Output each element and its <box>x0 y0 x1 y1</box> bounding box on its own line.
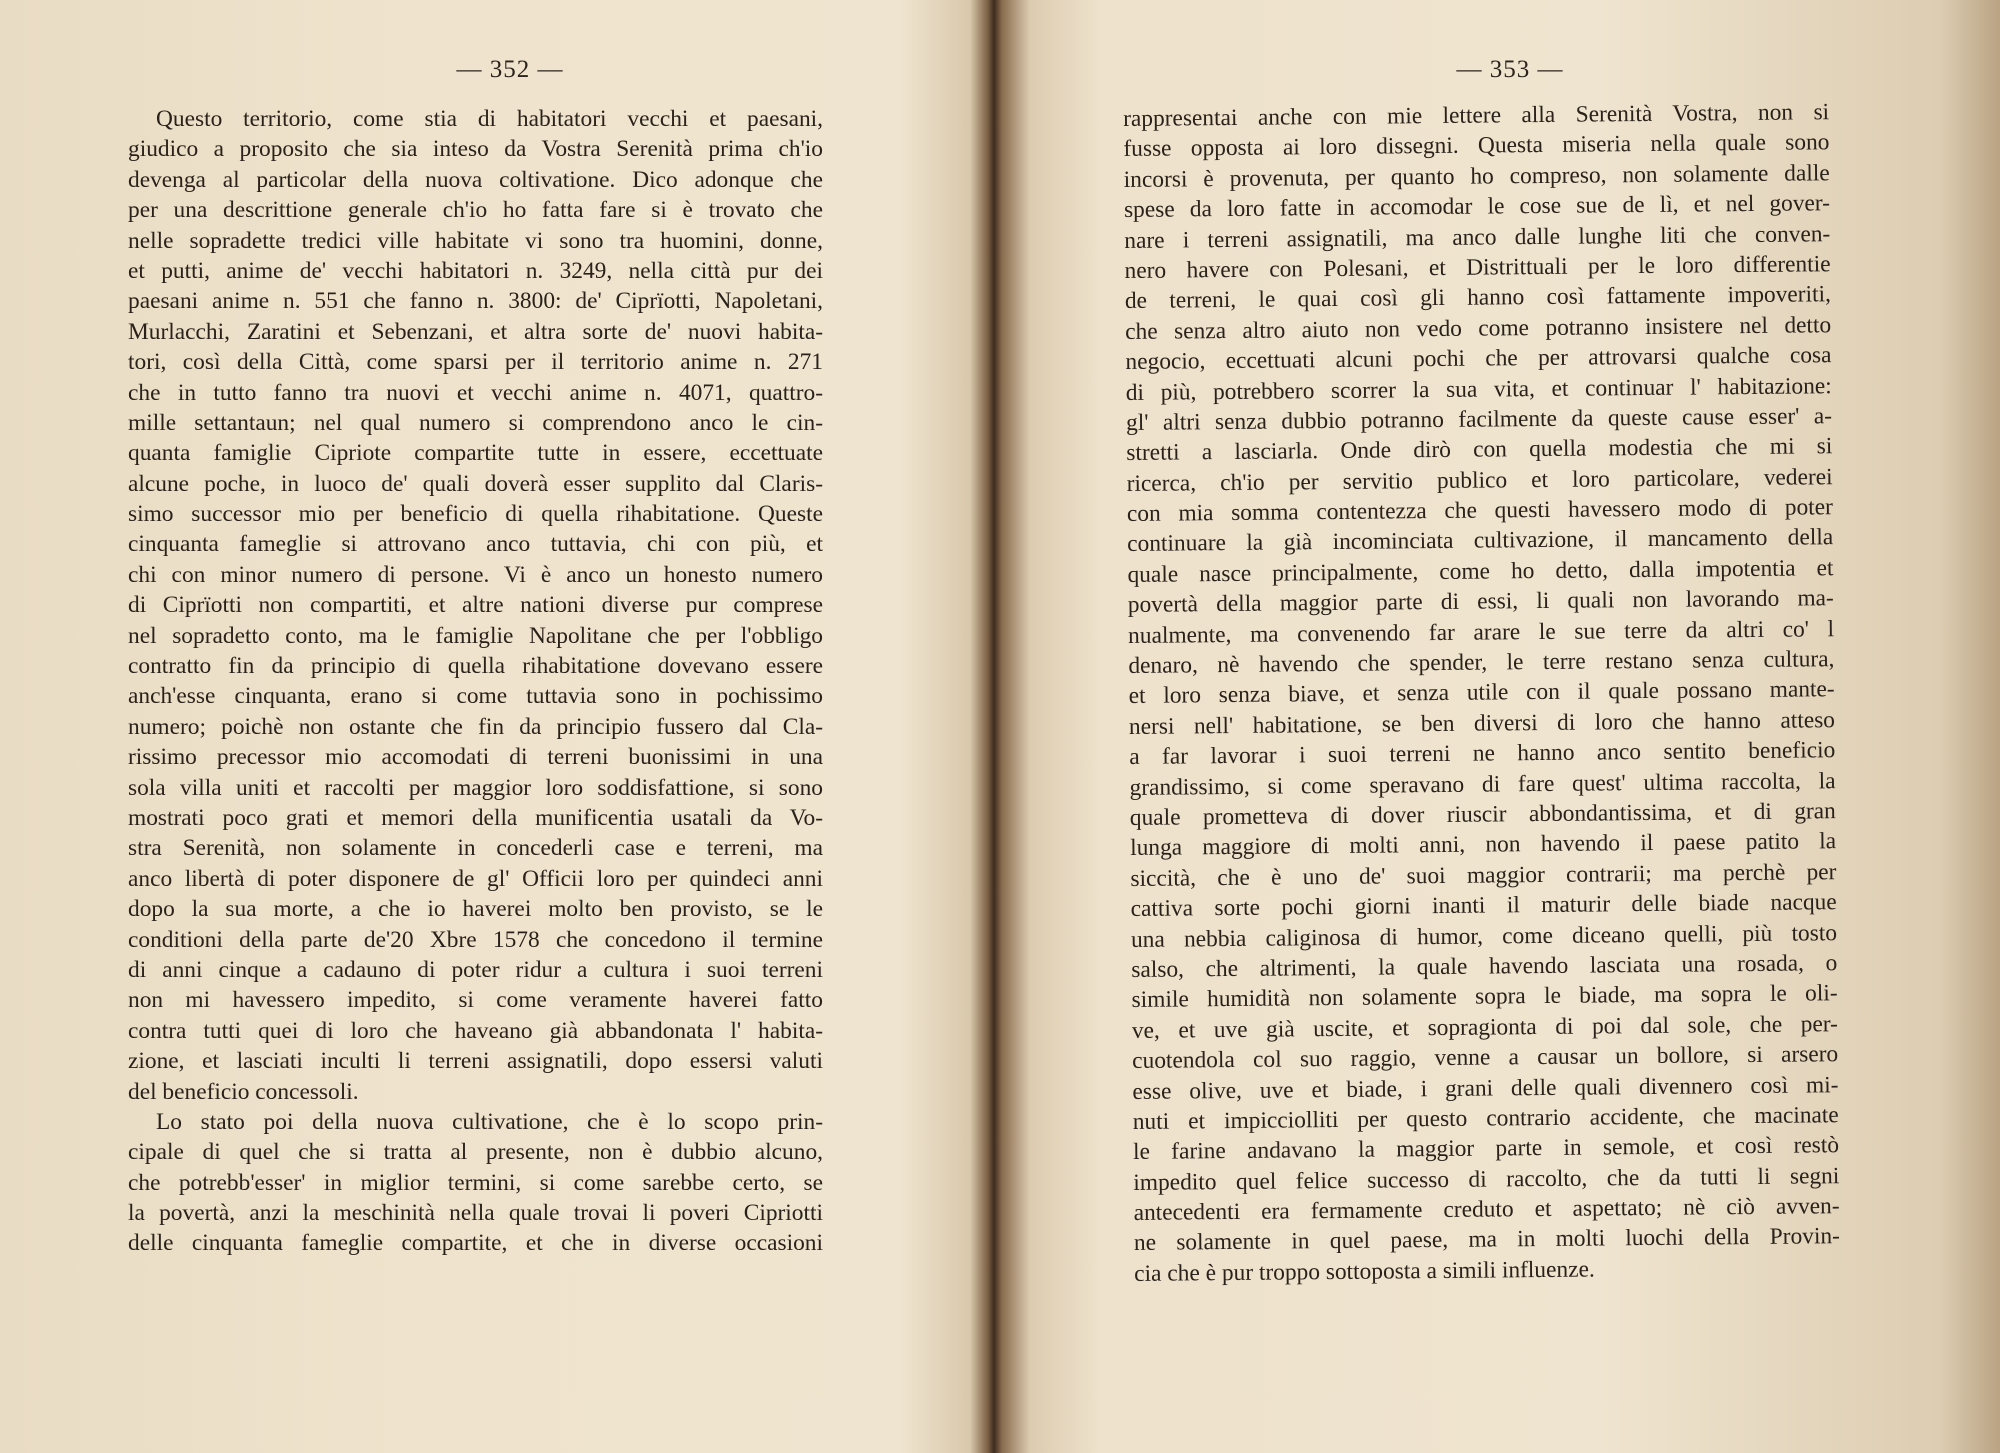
text-line: cinquanta fameglie si attrovano anco tuttavia, chi con più, et <box>128 531 823 558</box>
text-line: cia che è pur troppo sottoposta a simili influenze. <box>1134 1256 1595 1287</box>
text-line: devenga al particolar della nuova coltivatione. Dico adonque che <box>128 166 823 193</box>
text-line: zione, et lasciati inculti li terreni assignatili, dopo essersi valuti <box>128 1048 823 1075</box>
text-line: sola villa uniti et raccolti per maggior loro soddisfattione, si sono <box>128 774 823 801</box>
text-line: antecedenti era fermamente creduto et aspettato; nè ciò avven- <box>1133 1193 1840 1227</box>
text-line: nel sopradetto conto, ma le famiglie Napolitane che per l'obbligo <box>128 622 823 649</box>
text-line: denaro, nè havendo che spender, le terre restano senza cultura, <box>1128 646 1835 680</box>
text-line: Questo territorio, come stia di habitatori vecchi et paesani, <box>156 106 823 132</box>
text-line: non mi havessero impedito, si come veramente haverei fatto <box>128 987 823 1014</box>
text-line: Lo stato poi della nuova cultivatione, che è lo scopo prin- <box>156 1108 823 1135</box>
text-line: ve, et uve già uscite, et sopragionta di poi dal sole, che per- <box>1131 1010 1838 1044</box>
text-line: nare i terreni assignatili, ma anco dalle lunghe liti che conven- <box>1124 220 1831 254</box>
text-line: de terreni, le quai così gli hanno così fattamente impoveriti, <box>1124 281 1831 315</box>
text-line: ne solamente in quel paese, ma in molti luochi della Provin- <box>1133 1223 1841 1257</box>
text-line: di anni cinque a cadauno di poter ridur a cultura i suoi terreni <box>128 956 823 983</box>
text-line: simile humidità non solamente sopra le biade, ma sopra le oli- <box>1131 980 1838 1014</box>
page-text <box>1123 97 1840 1289</box>
text-line: rappresentai anche con mie lettere alla Serenità Vostra, non si <box>1123 99 1830 132</box>
text-line: grandissimo, si come speravano di fare quest' ultima raccolta, la <box>1129 767 1836 801</box>
text-line: simo successor mio per beneficio di quella rihabitatione. Queste <box>128 501 823 528</box>
text-line: di Ciprïotti non compartiti, et altre nationi diverse pur comprese <box>128 592 823 619</box>
text-line: anch'esse cinquanta, erano si come tuttavia sono in pochissimo <box>128 683 823 710</box>
text-line: contratto fin da principio di quella rihabitatione dovevano essere <box>128 653 823 680</box>
text-line: anco libertà di poter disponere de gl' Officii loro per quindeci anni <box>128 865 823 892</box>
text-line: che in tutto fanno tra nuovi et vecchi anime n. 4071, quattro- <box>128 379 823 406</box>
text-line: et loro senza biave, et senza utile con il quale possano mante- <box>1128 676 1835 710</box>
text-line: delle cinquanta fameglie compartite, et che in diverse occasioni <box>128 1230 823 1257</box>
text-line: chi con minor numero di persone. Vi è anco un honesto numero <box>128 561 823 588</box>
text-line: del beneficio concessoli. <box>128 1078 359 1105</box>
page-number: — 353 — <box>1456 56 1564 83</box>
text-line: fusse opposta ai loro dissegni. Questa miseria nella quale sono <box>1123 129 1830 163</box>
page-text <box>128 104 823 1259</box>
page-number: — 352 — <box>456 56 564 83</box>
text-line: numero; poichè non ostante che fin da principio fussero dal Cla- <box>128 713 823 740</box>
text-line: con mia somma contentezza che questi havessero modo di poter <box>1126 494 1834 528</box>
text-line: stra Serenità, non solamente in concederli case e terreni, ma <box>128 835 823 862</box>
text-line: lunga maggiore di molti anni, non havendo il paese patito la <box>1130 828 1837 862</box>
text-line: gl' altri senza dubbio potranno facilmente da queste cause esser' a- <box>1125 403 1833 436</box>
text-line: Murlacchi, Zaratini et Sebenzani, et altra sorte de' nuovi habita- <box>128 318 823 345</box>
text-line: che potrebb'esser' in miglior termini, si come sarebbe certo, se <box>128 1169 823 1196</box>
text-line: impedito quel felice successo di raccolto, che da tutti li segni <box>1133 1162 1840 1196</box>
text-line: contra tutti quei di loro che haveano già abbandonata l' habita- <box>128 1017 823 1044</box>
text-line: ricerca, ch'io per servitio publico et loro particolare, vederei <box>1126 463 1833 497</box>
text-line: esse olive, uve et biade, i grani delle quali divennero così mi- <box>1132 1071 1839 1105</box>
text-line: una nebbia caliginosa di humor, come diceano quelli, più tosto <box>1130 919 1838 953</box>
text-line: alcune poche, in luoco de' quali doverà esser supplito dal Claris- <box>128 470 823 497</box>
text-line: cattiva sorte pochi giorni inanti il maturir delle biade nacque <box>1130 889 1837 923</box>
text-line: conditioni della parte de'20 Xbre 1578 che concedono il termine <box>128 926 823 953</box>
text-line: incorsi è provenuta, per quanto ho compreso, non solamente dalle <box>1123 160 1830 193</box>
text-line: et putti, anime de' vecchi habitatori n. 3249, nella città pur dei <box>128 257 823 284</box>
text-line: giudico a proposito che sia inteso da Vostra Serenità prima ch'io <box>128 136 823 163</box>
text-line: le farine andavano la maggior parte in semole, et così restò <box>1132 1132 1840 1166</box>
text-line: di più, potrebbero scorrer la sua vita, et continuar l' habitazione: <box>1125 372 1832 406</box>
text-line: stretti a lasciarla. Onde dirò con quella modestia che mi si <box>1126 433 1833 467</box>
text-line: siccità, che è uno de' suoi maggior contrarii; ma perchè per <box>1130 858 1837 892</box>
text-line: negocio, eccettuati alcuni pochi che per attrovarsi qualche cosa <box>1125 342 1832 376</box>
text-line: che senza altro aiuto non vedo come potranno insistere nel detto <box>1125 311 1832 345</box>
text-line: a far lavorar i suoi terreni ne hanno anco sentito beneficio <box>1129 737 1836 771</box>
text-line: cipale di quel che si tratta al presente, non è dubbio alcuno, <box>128 1139 823 1166</box>
text-line: continuare la già incominciata cultivazione, il mancamento della <box>1127 524 1834 558</box>
right-page <box>1010 0 2000 1453</box>
text-line: quanta famiglie Cipriote compartite tutte in essere, eccettuate <box>128 440 823 467</box>
text-line: nualmente, ma convenendo far arare le sue terre da altri co' l <box>1127 615 1835 649</box>
text-line: nersi nell' habitatione, se ben diversi di loro che hanno atteso <box>1128 707 1836 740</box>
text-line: mille settantaun; nel qual numero si comprendono anco le cin- <box>128 409 823 436</box>
text-line: salso, che altrimenti, la quale havendo lasciata una rosada, o <box>1131 950 1838 983</box>
text-line: dopo la sua morte, a che io haverei molto ben provisto, se le <box>128 896 823 923</box>
text-line: nuti et impicciolliti per questo contrario accidente, che macinate <box>1132 1102 1839 1135</box>
text-line: rissimo precessor mio accomodati di terreni buonissimi in una <box>128 744 823 771</box>
text-line: quale nasce principalmente, come ho detto, dalla impotentia et <box>1127 555 1834 588</box>
text-line: mostrati poco grati et memori della munificentia usatali da Vo- <box>128 804 823 831</box>
text-line: per una descrittione generale ch'io ho fatta fare si è trovato che <box>128 197 823 224</box>
text-line: tori, così della Città, come sparsi per il territorio anime n. 271 <box>128 349 823 376</box>
text-line: cuotendola col suo raggio, venne a causar un bollore, si arsero <box>1132 1041 1839 1075</box>
text-line: nero havere con Polesani, et Distrittuali per le loro differentie <box>1124 251 1831 284</box>
text-line: la povertà, anzi la meschinità nella quale trovai li poveri Cipriotti <box>128 1200 823 1227</box>
text-line: quale prometteva di dover riuscir abbondantissima, et di gran <box>1129 798 1836 831</box>
text-line: paesani anime n. 551 che fanno n. 3800: de' Ciprïotti, Napoletani, <box>128 288 823 315</box>
text-line: spese da loro fatte in accomodar le cose sue de lì, et nel gover- <box>1123 190 1831 224</box>
text-line: nelle sopradette tredici ville habitate vi sono tra huomini, donne, <box>128 227 823 254</box>
text-line: povertà della maggior parte di essi, li quali non lavorando ma- <box>1127 585 1834 619</box>
left-page <box>0 0 990 1453</box>
